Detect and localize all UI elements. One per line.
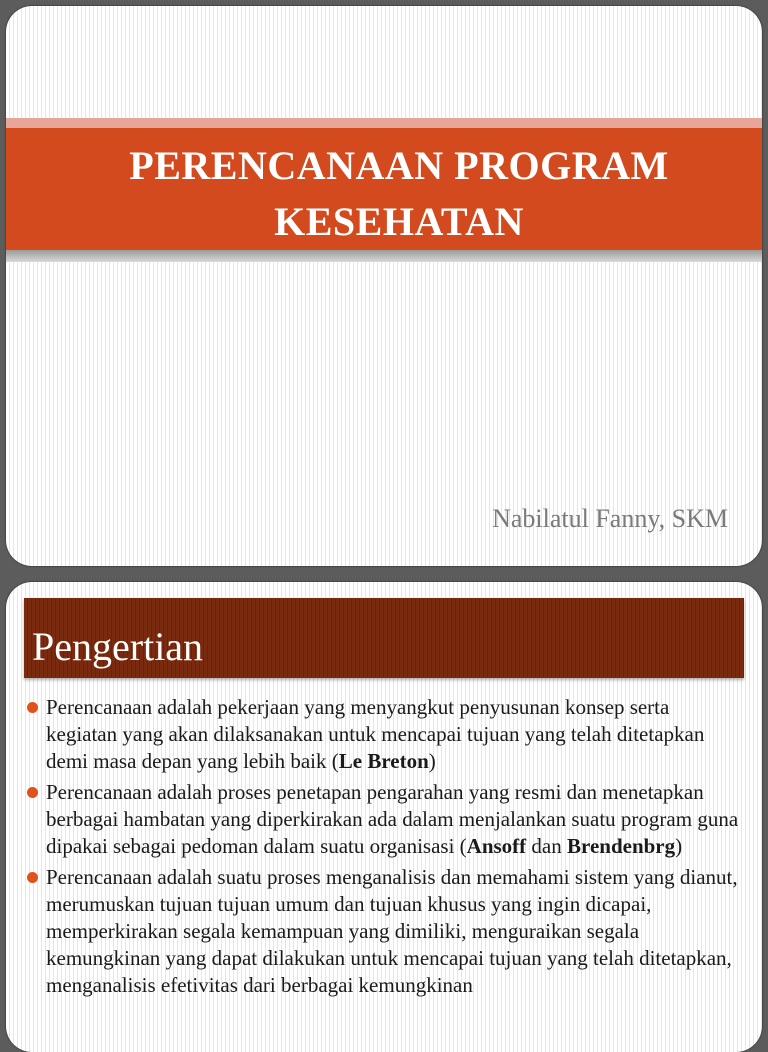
bullet-text-end: ) bbox=[675, 834, 683, 858]
author-name: Nabilatul Fanny, SKM bbox=[492, 504, 728, 533]
bullet-text: Perencanaan adalah suatu proses menganalisis dan memahami sistem yang dianut, merumuskan tujuan tujuan umum dan tujuan khusus yang ingin dicapai, memperkirakan segala kemampuan yang dimiliki, menguraikan segala kemungkinan yang dapat dilakukan untuk mencapai tujuan yang telah ditetapkan, menganalisis efetivitas dari berbagai kemungkinan bbox=[46, 865, 738, 997]
content-slide bbox=[6, 582, 762, 1052]
slide-title bbox=[66, 138, 732, 250]
citation-author: Le Breton bbox=[338, 749, 429, 773]
citation-author: Ansoff bbox=[466, 834, 527, 858]
bullet-icon bbox=[27, 872, 38, 883]
title-band-shadow bbox=[6, 250, 762, 262]
citation-author: Brendenbrg bbox=[567, 834, 676, 858]
bullet-text: Perencanaan adalah proses penetapan pengarahan yang resmi dan menetapkan berbagai hambatan yang diperkirakan ada dalam menjalankan suatu program guna dipakai sebagai pedoman dalam suatu organisasi ( bbox=[46, 780, 739, 858]
slide-title-line-2: KESEHATAN bbox=[274, 199, 524, 244]
slide-title-line-1: PERENCANAAN PROGRAM bbox=[129, 143, 669, 188]
title-slide bbox=[6, 6, 762, 566]
bullet-icon bbox=[27, 702, 38, 713]
title-band-accent bbox=[6, 118, 762, 128]
list-item bbox=[24, 779, 742, 860]
list-item bbox=[24, 864, 742, 999]
slide-heading: Pengertian bbox=[32, 624, 204, 669]
bullet-text-mid: dan bbox=[526, 834, 567, 858]
bullet-text: Perencanaan adalah pekerjaan yang menyangkut penyusunan konsep serta kegiatan yang akan dilaksanakan untuk mencapai tujuan yang telah ditetapkan demi masa depan yang lebih baik ( bbox=[46, 695, 705, 773]
bullet-list bbox=[24, 694, 742, 1003]
bullet-icon bbox=[27, 787, 38, 798]
list-item bbox=[24, 694, 742, 775]
bullet-text-end: ) bbox=[428, 749, 436, 773]
